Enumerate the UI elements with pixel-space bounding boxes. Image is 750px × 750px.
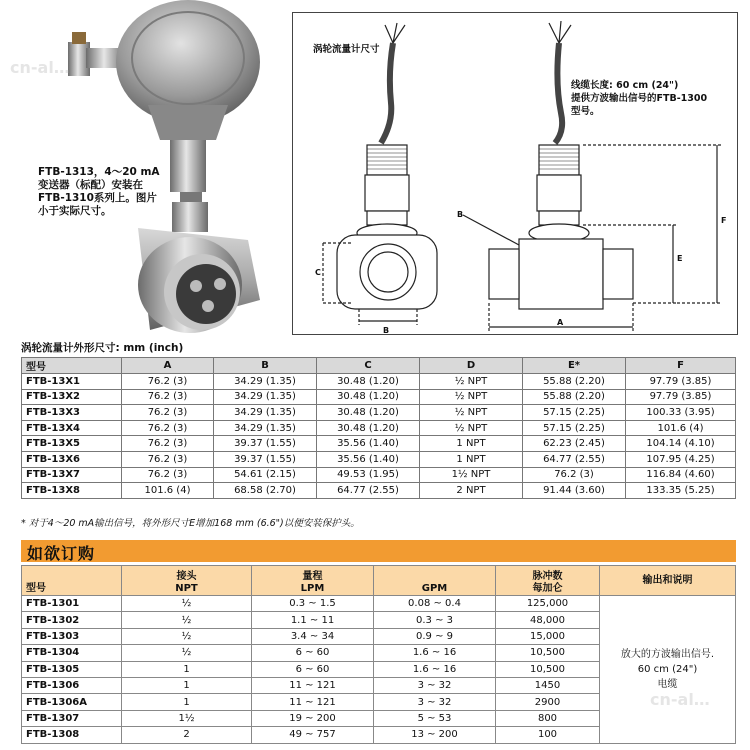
table-cell: 34.29 (1.35)	[214, 389, 317, 405]
table-cell: 100.33 (3.95)	[626, 405, 736, 421]
table-cell: 64.77 (2.55)	[523, 451, 626, 467]
table-cell: 3 ~ 32	[374, 677, 496, 693]
model-cell: FTB-13X4	[22, 420, 122, 436]
table-row	[22, 596, 736, 612]
drawing-title: 涡轮流量计尺寸	[313, 44, 380, 55]
table-cell: 57.15 (2.25)	[523, 405, 626, 421]
table-cell: 1 NPT	[420, 436, 523, 452]
table-cell: 97.79 (3.85)	[626, 389, 736, 405]
table-cell: 76.2 (3)	[122, 374, 214, 390]
table-cell: 6 ~ 60	[252, 661, 374, 677]
model-cell: FTB-1307	[22, 710, 122, 726]
output-description	[600, 596, 736, 744]
column-header-line: 量程	[302, 571, 323, 582]
table-cell: ½ NPT	[420, 374, 523, 390]
table-cell: 13 ~ 200	[374, 727, 496, 743]
table-cell: 62.23 (2.45)	[523, 436, 626, 452]
table-cell: 68.58 (2.70)	[214, 483, 317, 499]
dim-label-a: A	[557, 318, 564, 327]
model-cell: FTB-13X5	[22, 436, 122, 452]
column-header: 型号	[22, 566, 122, 596]
table-cell: ½	[122, 612, 252, 628]
table-row	[22, 405, 736, 421]
column-header	[252, 566, 374, 596]
table-cell: ½	[122, 645, 252, 661]
table-cell: 35.56 (1.40)	[317, 436, 420, 452]
table-header-row	[22, 566, 736, 596]
column-header: E*	[523, 358, 626, 374]
model-cell: FTB-1306	[22, 677, 122, 693]
table-cell: 2	[122, 727, 252, 743]
column-header: B	[214, 358, 317, 374]
model-cell: FTB-13X2	[22, 389, 122, 405]
table-cell: 11 ~ 121	[252, 677, 374, 693]
table-cell: 34.29 (1.35)	[214, 405, 317, 421]
column-header-line: 脉冲数	[532, 571, 563, 582]
column-header: 输出和说明	[600, 566, 736, 596]
table-cell: 54.61 (2.15)	[214, 467, 317, 483]
table-row	[22, 374, 736, 390]
column-header	[122, 566, 252, 596]
column-header: D	[420, 358, 523, 374]
model-cell: FTB-13X3	[22, 405, 122, 421]
column-header-line: 每加仑	[532, 583, 563, 594]
table-cell: 39.37 (1.55)	[214, 436, 317, 452]
table-cell: 1½ NPT	[420, 467, 523, 483]
model-cell: FTB-13X6	[22, 451, 122, 467]
column-header: A	[122, 358, 214, 374]
table-cell: 19 ~ 200	[252, 710, 374, 726]
table-cell: 91.44 (3.60)	[523, 483, 626, 499]
table-cell: 1½	[122, 710, 252, 726]
column-header	[496, 566, 600, 596]
model-cell: FTB-1303	[22, 628, 122, 644]
model-cell: FTB-1306A	[22, 694, 122, 710]
dimension-footnote: * 对于4～20 mA输出信号，将外形尺寸E增加168 mm (6.6")以便安装保护头。	[21, 518, 360, 529]
table-cell: 1.6 ~ 16	[374, 661, 496, 677]
table-cell: 76.2 (3)	[122, 451, 214, 467]
table-cell: 10,500	[496, 645, 600, 661]
dim-label-c: C	[315, 268, 321, 277]
table-header-row	[22, 358, 736, 374]
model-cell: FTB-13X8	[22, 483, 122, 499]
model-cell: FTB-13X1	[22, 374, 122, 390]
table-cell: 30.48 (1.20)	[317, 389, 420, 405]
table-row	[22, 420, 736, 436]
column-header-line: LPM	[300, 583, 325, 594]
table-cell: 30.48 (1.20)	[317, 420, 420, 436]
table-cell: ½ NPT	[420, 405, 523, 421]
order-title-bar	[21, 540, 736, 562]
column-header: C	[317, 358, 420, 374]
dim-label-e: E	[677, 254, 683, 263]
table-cell: 1.6 ~ 16	[374, 645, 496, 661]
table-row	[22, 389, 736, 405]
column-header-line: NPT	[175, 583, 198, 594]
table-row	[22, 467, 736, 483]
dim-label-bullet: B	[457, 210, 464, 219]
table-cell: 48,000	[496, 612, 600, 628]
table-cell: 0.3 ~ 1.5	[252, 596, 374, 612]
table-cell: 1 NPT	[420, 451, 523, 467]
table-cell: ½	[122, 628, 252, 644]
table-cell: 49.53 (1.95)	[317, 467, 420, 483]
table-cell: 6 ~ 60	[252, 645, 374, 661]
table-cell: 30.48 (1.20)	[317, 405, 420, 421]
table-cell: 30.48 (1.20)	[317, 374, 420, 390]
cable-note-line: 型号。	[571, 106, 600, 117]
model-cell: FTB-1308	[22, 727, 122, 743]
column-header: 型号	[22, 358, 122, 374]
table-row	[22, 483, 736, 499]
caption-line: FTB-1313，4～20 mA	[38, 166, 160, 178]
dim-label-f: F	[721, 216, 727, 225]
table-cell: 34.29 (1.35)	[214, 420, 317, 436]
table-cell: 116.84 (4.60)	[626, 467, 736, 483]
model-cell: FTB-1301	[22, 596, 122, 612]
model-cell: FTB-13X7	[22, 467, 122, 483]
model-cell: FTB-1305	[22, 661, 122, 677]
table-cell: 1450	[496, 677, 600, 693]
table-cell: ½	[122, 596, 252, 612]
watermark: cn-al…	[650, 690, 710, 709]
table-cell: 1	[122, 661, 252, 677]
table-cell: 55.88 (2.20)	[523, 374, 626, 390]
table-cell: 76.2 (3)	[122, 405, 214, 421]
table-cell: 2 NPT	[420, 483, 523, 499]
column-header: F	[626, 358, 736, 374]
order-table	[21, 565, 736, 744]
table-cell: 1	[122, 694, 252, 710]
table-cell: 76.2 (3)	[122, 467, 214, 483]
caption-line: FTB-1310系列上。图片	[38, 192, 157, 204]
table-cell: 5 ~ 53	[374, 710, 496, 726]
cable-note-line: 提供方波输出信号的FTB-1300	[571, 93, 708, 104]
table-row	[22, 436, 736, 452]
table-cell: 34.29 (1.35)	[214, 374, 317, 390]
table-cell: 1.1 ~ 11	[252, 612, 374, 628]
table-cell: 76.2 (3)	[122, 436, 214, 452]
caption-line: 变送器（标配）安装在	[38, 179, 143, 191]
column-header-line: 接头	[176, 571, 197, 582]
table-cell: 76.2 (3)	[122, 420, 214, 436]
caption-line: 小于实际尺寸。	[38, 205, 112, 217]
table-cell: 100	[496, 727, 600, 743]
dimension-table	[21, 357, 736, 499]
table-cell: 3.4 ~ 34	[252, 628, 374, 644]
table-cell: 49 ~ 757	[252, 727, 374, 743]
table-cell: 1	[122, 677, 252, 693]
table-cell: 76.2 (3)	[122, 389, 214, 405]
table-cell: 35.56 (1.40)	[317, 451, 420, 467]
table-cell: 2900	[496, 694, 600, 710]
table-cell: 0.9 ~ 9	[374, 628, 496, 644]
table-cell: 39.37 (1.55)	[214, 451, 317, 467]
table-cell: 101.6 (4)	[122, 483, 214, 499]
table-cell: 125,000	[496, 596, 600, 612]
table-row	[22, 451, 736, 467]
table-cell: 133.35 (5.25)	[626, 483, 736, 499]
photo-caption	[38, 166, 168, 218]
table-cell: 101.6 (4)	[626, 420, 736, 436]
cable-note-line: 线缆长度: 60 cm (24")	[571, 80, 679, 91]
table-cell: 11 ~ 121	[252, 694, 374, 710]
table-cell: 800	[496, 710, 600, 726]
table-cell: 0.3 ~ 3	[374, 612, 496, 628]
table-cell: 97.79 (3.85)	[626, 374, 736, 390]
dim-label-b: B	[383, 326, 390, 335]
column-header: GPM	[374, 566, 496, 596]
table-cell: 57.15 (2.25)	[523, 420, 626, 436]
drawing-svg	[293, 13, 739, 336]
description-line: 60 cm (24")	[637, 663, 698, 675]
table-cell: 104.14 (4.10)	[626, 436, 736, 452]
table-cell: 76.2 (3)	[523, 467, 626, 483]
table-cell: 15,000	[496, 628, 600, 644]
table-cell: 10,500	[496, 661, 600, 677]
table-cell: ½ NPT	[420, 420, 523, 436]
table-cell: ½ NPT	[420, 389, 523, 405]
dimension-drawing	[292, 12, 738, 335]
description-line: 电缆	[657, 678, 678, 690]
table-cell: 0.08 ~ 0.4	[374, 596, 496, 612]
order-title: 如欲订购	[27, 544, 96, 563]
dimension-table-heading: 涡轮流量计外形尺寸: mm (inch)	[21, 342, 184, 354]
table-cell: 64.77 (2.55)	[317, 483, 420, 499]
table-cell: 3 ~ 32	[374, 694, 496, 710]
description-line: 放大的方波输出信号.	[620, 648, 715, 660]
table-cell: 107.95 (4.25)	[626, 451, 736, 467]
table-cell: 55.88 (2.20)	[523, 389, 626, 405]
model-cell: FTB-1302	[22, 612, 122, 628]
model-cell: FTB-1304	[22, 645, 122, 661]
watermark: cn-al…	[10, 58, 70, 77]
